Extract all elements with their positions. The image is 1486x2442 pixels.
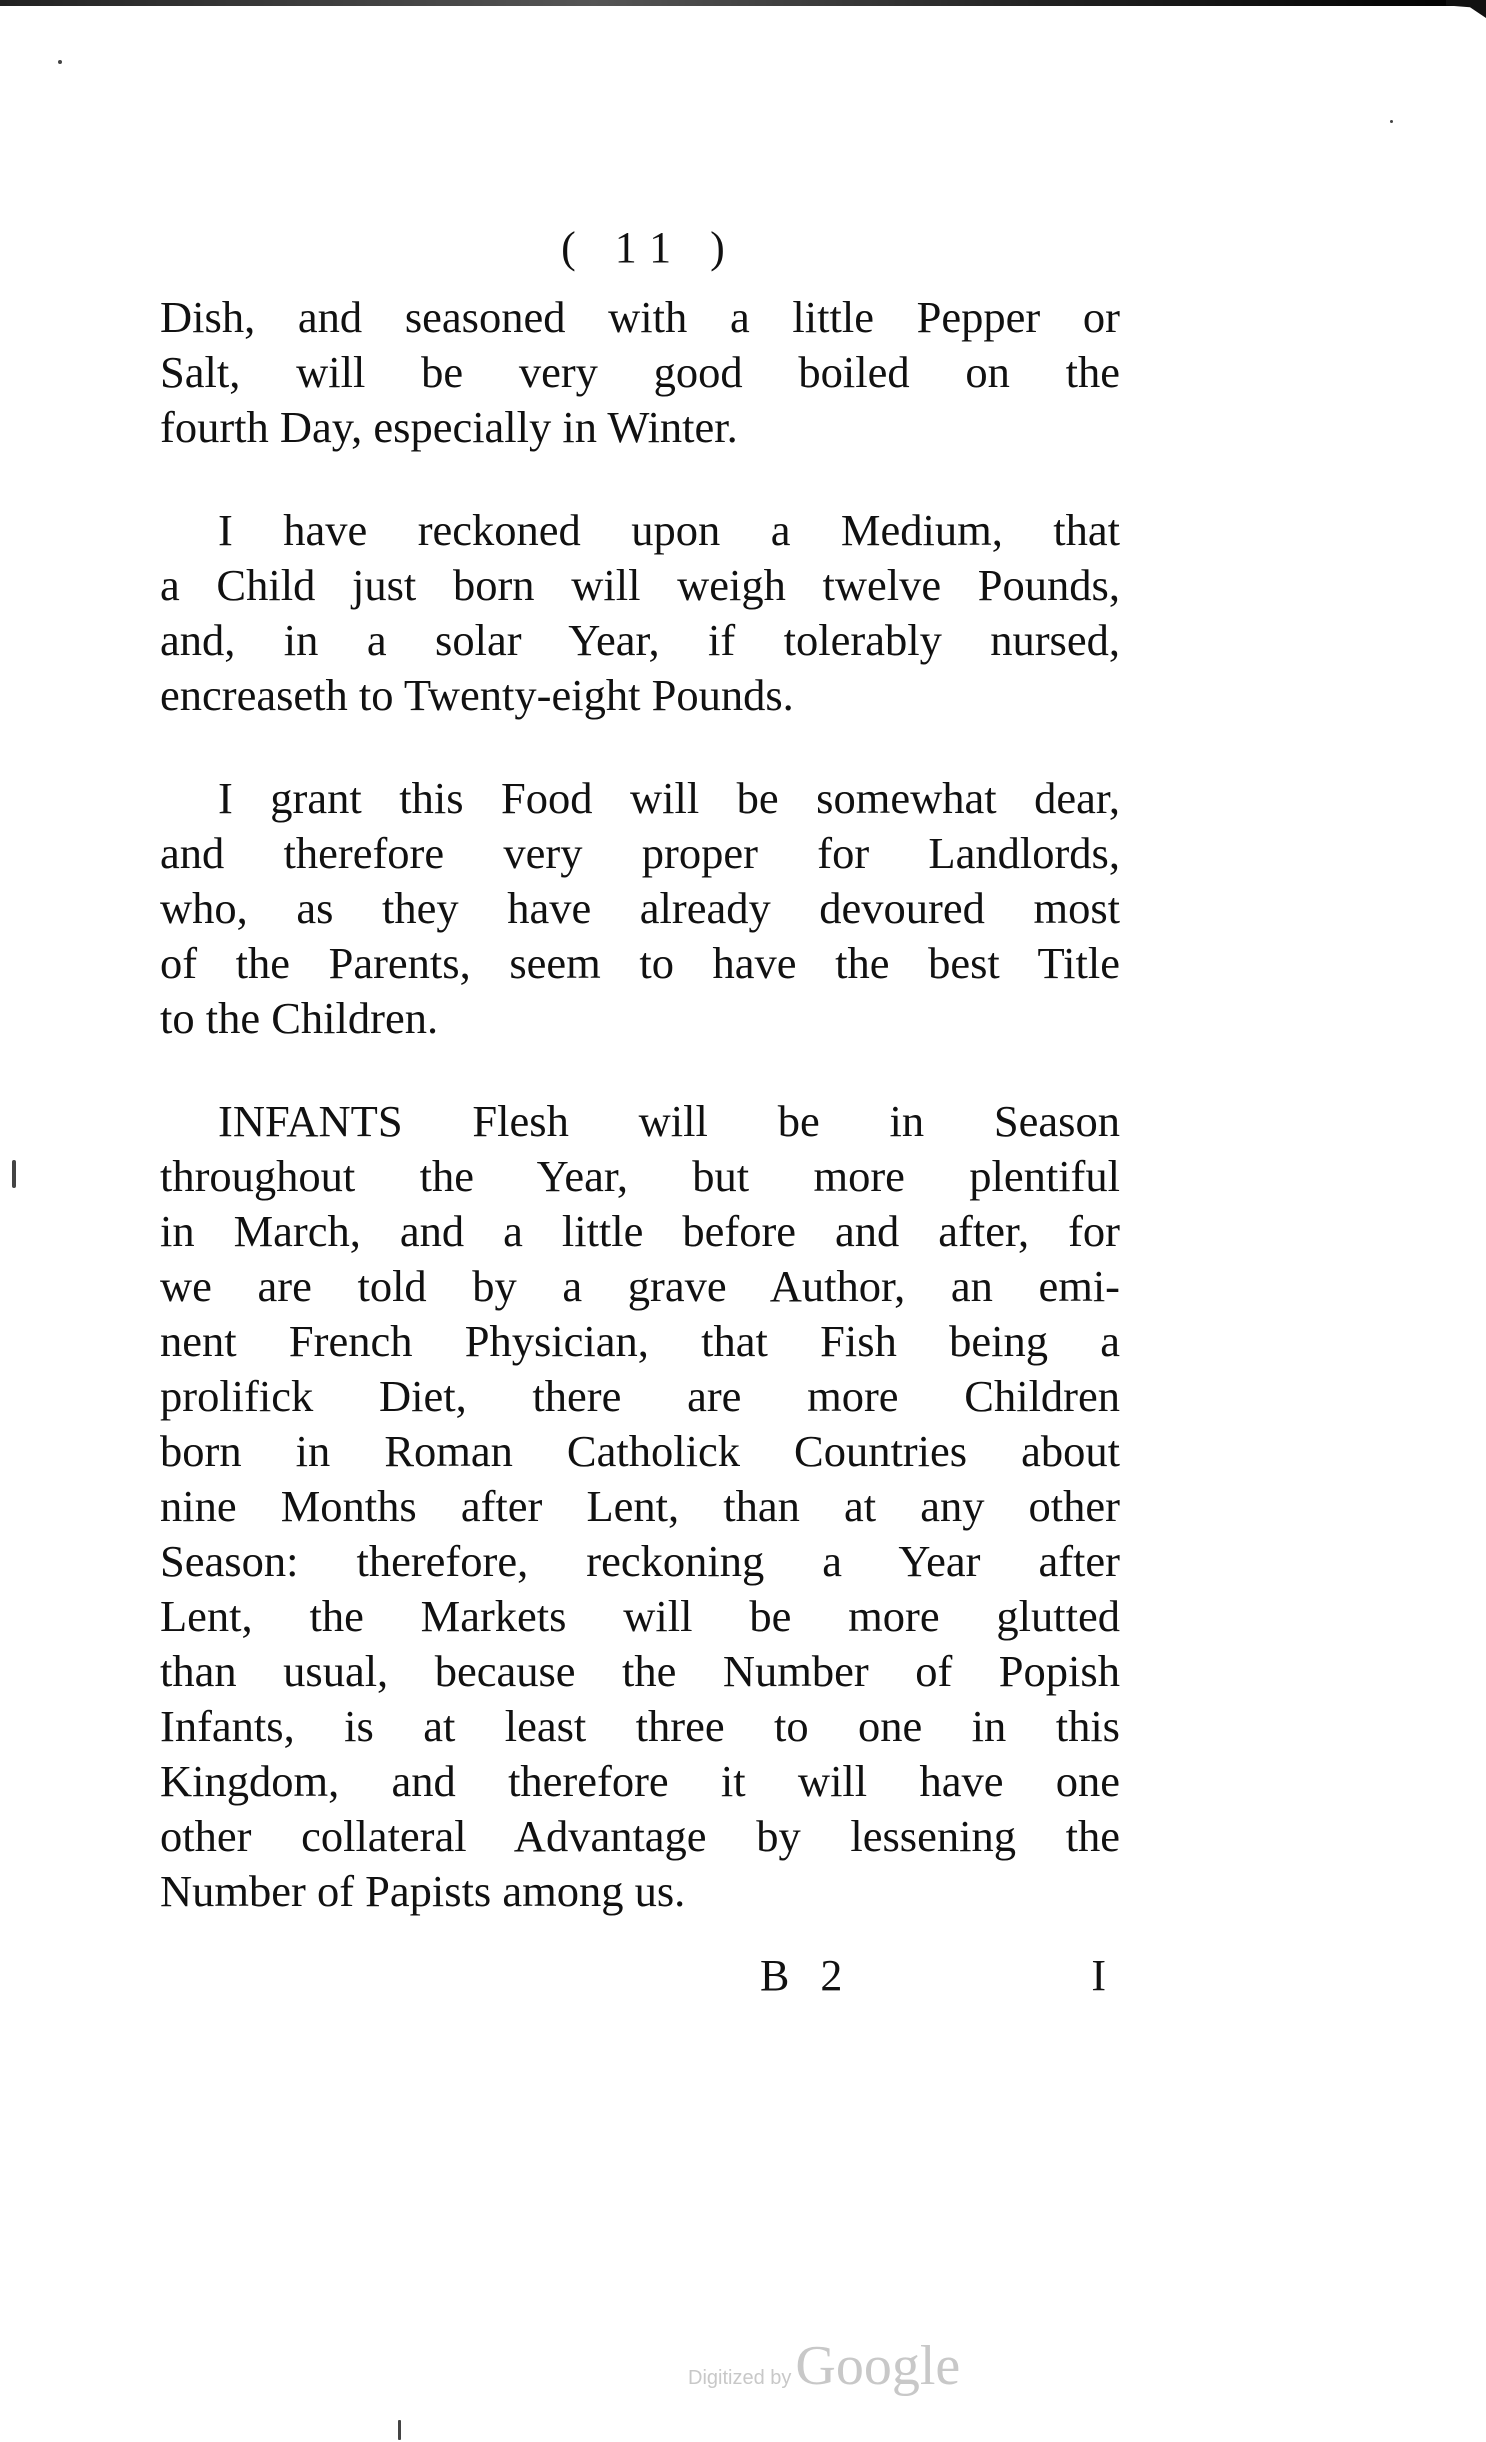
text-line: prolifick Diet, there are more Children xyxy=(160,1371,1120,1421)
page-number: ( 11 ) xyxy=(561,223,739,272)
text-line: throughout the Year, but more plentiful xyxy=(160,1151,1120,1201)
text-line: encreaseth to Twenty-eight Pounds. xyxy=(160,670,794,720)
scan-speck xyxy=(1390,120,1393,123)
text-line: nine Months after Lent, than at any other xyxy=(160,1481,1120,1531)
text-line: Number of Papists among us. xyxy=(160,1866,686,1916)
text-line: other collateral Advantage by lessening the xyxy=(160,1811,1120,1861)
text-line: I have reckoned upon a Medium, that xyxy=(218,505,1120,555)
scan-speck xyxy=(58,60,62,64)
paragraph xyxy=(160,290,1120,455)
text-line: who, as they have already devoured most xyxy=(160,883,1120,933)
body-text xyxy=(160,290,1120,1967)
text-line: and, in a solar Year, if tolerably nursed, xyxy=(160,615,1120,665)
text-line: Kingdom, and therefore it will have one xyxy=(160,1756,1120,1806)
scan-speck xyxy=(398,2420,401,2440)
catchword: I xyxy=(1091,1951,1106,2000)
text-line: than usual, because the Number of Popish xyxy=(160,1646,1120,1696)
paragraph xyxy=(160,771,1120,1046)
text-line: INFANTS Flesh will be in Season xyxy=(218,1096,1120,1146)
text-line: Lent, the Markets will be more glutted xyxy=(160,1591,1120,1641)
text-line: Dish, and seasoned with a little Pepper or xyxy=(160,292,1120,342)
scan-speck xyxy=(12,1160,16,1188)
text-line: Salt, will be very good boiled on the xyxy=(160,347,1120,397)
watermark-brand: Google xyxy=(795,2335,961,2397)
signature-mark: B 2 xyxy=(760,1951,853,2000)
text-line: a Child just born will weigh twelve Pounds, xyxy=(160,560,1120,610)
text-line: of the Parents, seem to have the best Title xyxy=(160,938,1120,988)
paragraph xyxy=(160,1094,1120,1919)
text-line: in March, and a little before and after, for xyxy=(160,1206,1120,1256)
text-line: nent French Physician, that Fish being a xyxy=(160,1316,1120,1366)
text-line: born in Roman Catholick Countries about xyxy=(160,1426,1120,1476)
digitized-watermark xyxy=(688,2334,960,2398)
text-line: we are told by a grave Author, an emi- xyxy=(160,1261,1120,1311)
text-line: I grant this Food will be somewhat dear, xyxy=(218,773,1120,823)
page-edge-tear xyxy=(1446,0,1486,18)
text-line: Season: therefore, reckoning a Year after xyxy=(160,1536,1120,1586)
top-page-edge xyxy=(0,0,1486,6)
text-line: and therefore very proper for Landlords, xyxy=(160,828,1120,878)
paragraph xyxy=(160,503,1120,723)
watermark-prefix: Digitized by xyxy=(688,2367,792,2389)
text-line: Infants, is at least three to one in this xyxy=(160,1701,1120,1751)
text-line: to the Children. xyxy=(160,993,439,1043)
text-line: fourth Day, especially in Winter. xyxy=(160,402,738,452)
